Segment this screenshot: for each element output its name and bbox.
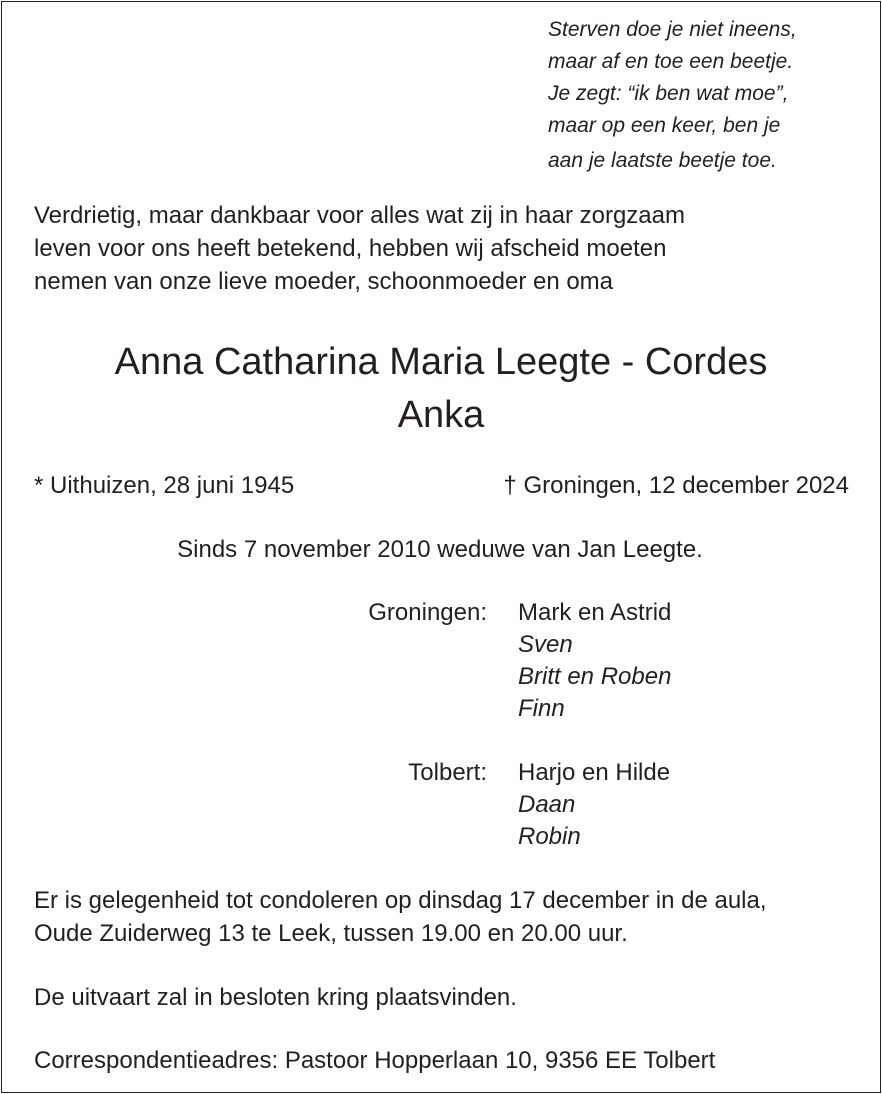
condolence-line: Er is gelegenheid tot condoleren op dinsdag 17 december in de aula,: [34, 887, 767, 914]
correspondence-address: Correspondentieadres: Pastoor Hopperlaan 10, 9356 EE Tolbert: [34, 1047, 716, 1074]
poem-line: aan je laatste beetje toe.: [548, 149, 777, 172]
family-child: Robin: [518, 823, 581, 850]
poem: [548, 14, 797, 177]
family-parents: Mark en Astrid: [518, 599, 672, 626]
family-names-groningen: [518, 597, 671, 725]
condolence-line: Oude Zuiderweg 13 te Leek, tussen 19.00 en 20.00 uur.: [34, 920, 628, 947]
intro-line: leven voor ons heeft betekend, hebben wij afscheid moeten: [34, 235, 667, 262]
intro-text: [34, 199, 685, 298]
intro-line: Verdrietig, maar dankbaar voor alles wat zij in haar zorgzaam: [34, 202, 685, 229]
family-names-tolbert: [518, 757, 670, 853]
poem-line: Je zegt: “ik ben wat moe”,: [548, 82, 789, 105]
widow-line: Sinds 7 november 2010 weduwe van Jan Leegte.: [177, 536, 703, 563]
condolence-text: [34, 884, 767, 950]
death-info: † Groningen, 12 december 2024: [503, 472, 849, 499]
deceased-nickname: Anka: [397, 394, 485, 436]
family-place-tolbert: Tolbert:: [408, 759, 487, 786]
deceased-full-name: Anna Catharina Maria Leegte - Cordes: [114, 341, 768, 383]
intro-line: nemen van onze lieve moeder, schoonmoeder en oma: [34, 268, 614, 295]
poem-line: maar op een keer, ben je: [548, 114, 781, 137]
funeral-text: De uitvaart zal in besloten kring plaatsvinden.: [34, 984, 517, 1011]
family-child: Finn: [518, 695, 565, 722]
family-child: Britt en Roben: [518, 663, 672, 690]
family-child: Sven: [518, 631, 573, 658]
family-place-groningen: Groningen:: [368, 599, 487, 626]
poem-line: maar af en toe een beetje.: [548, 50, 794, 73]
birth-info: * Uithuizen, 28 juni 1945: [34, 472, 295, 499]
poem-line: Sterven doe je niet ineens,: [548, 18, 797, 41]
family-child: Daan: [518, 791, 576, 818]
family-parents: Harjo en Hilde: [518, 759, 671, 786]
